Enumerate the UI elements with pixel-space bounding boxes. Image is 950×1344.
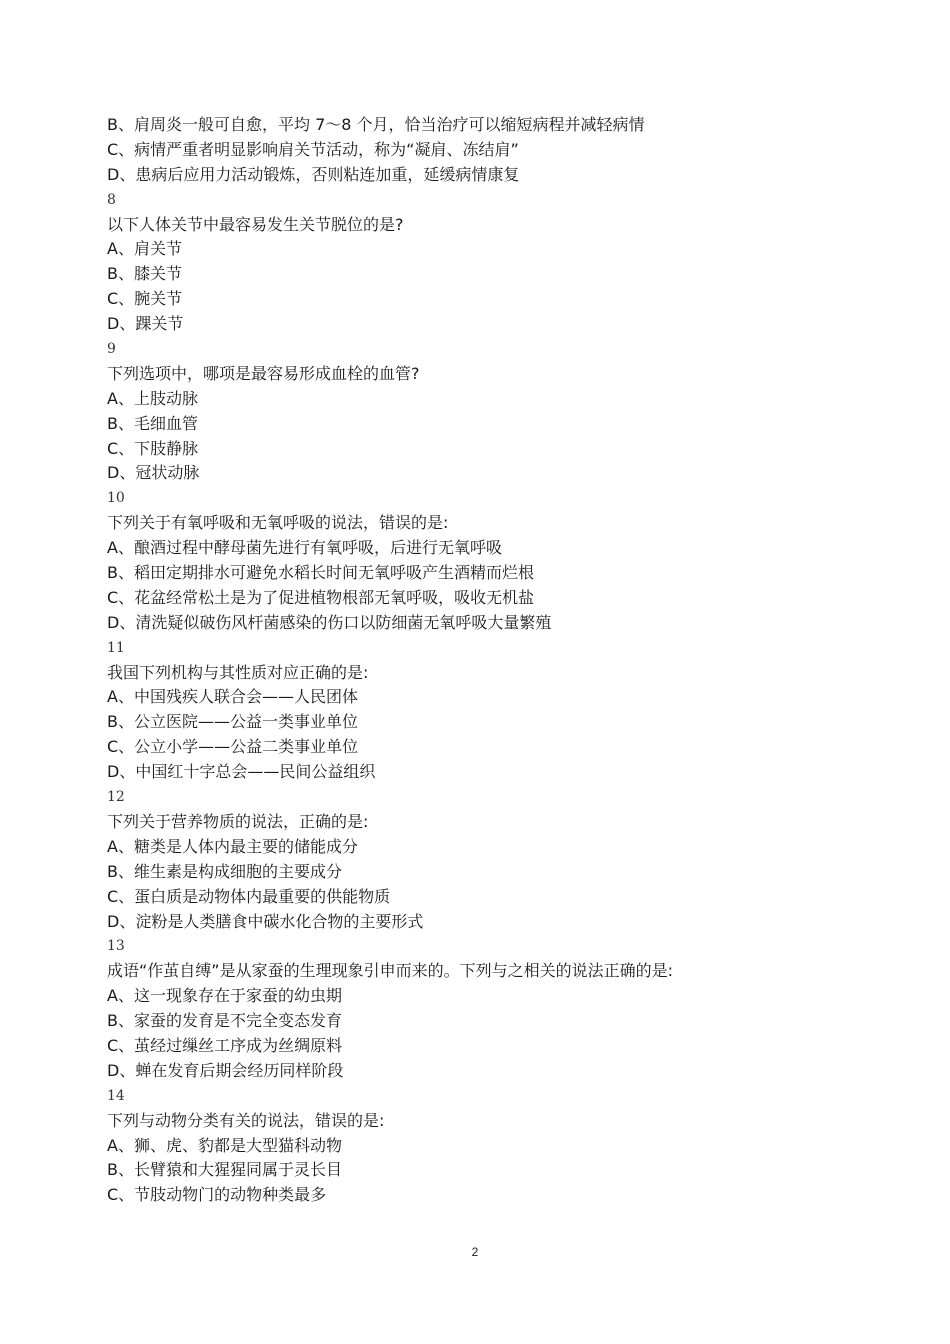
question-text: 我国下列机构与其性质对应正确的是: bbox=[107, 662, 369, 682]
option-line: D、患病后应用力活动锻炼，否则粘连加重，延缓病情康复 bbox=[107, 164, 520, 184]
option-line: B、毛细血管 bbox=[107, 413, 198, 433]
option-line: B、膝关节 bbox=[107, 264, 182, 284]
question-number: 8 bbox=[107, 191, 116, 208]
option-line: B、家蚕的发育是不完全变态发育 bbox=[107, 1011, 342, 1031]
question-number: 9 bbox=[107, 341, 116, 358]
question-text: 成语“作茧自缚”是从家蚕的生理现象引申而来的。下列与之相关的说法正确的是: bbox=[107, 961, 673, 981]
option-line: B、稻田定期排水可避免水稻长时间无氧呼吸产生酒精而烂根 bbox=[107, 563, 534, 583]
option-line: B、长臂猿和大猩猩同属于灵长目 bbox=[107, 1160, 342, 1180]
option-line: C、病情严重者明显影响肩关节活动，称为“凝肩、冻结肩” bbox=[107, 139, 519, 159]
option-line: D、淀粉是人类膳食中碳水化合物的主要形式 bbox=[107, 911, 424, 931]
option-line: D、踝关节 bbox=[107, 314, 184, 334]
question-text: 下列关于营养物质的说法，正确的是: bbox=[107, 811, 369, 831]
option-line: C、下肢静脉 bbox=[107, 438, 199, 458]
option-line: A、中国残疾人联合会——人民团体 bbox=[107, 687, 358, 707]
option-line: D、清洗疑似破伤风杆菌感染的伤口以防细菌无氧呼吸大量繁殖 bbox=[107, 612, 552, 632]
page-number: 2 bbox=[471, 1245, 479, 1259]
question-text: 以下人体关节中最容易发生关节脱位的是? bbox=[107, 214, 404, 234]
question-text: 下列与动物分类有关的说法，错误的是: bbox=[107, 1110, 385, 1130]
question-text: 下列关于有氧呼吸和无氧呼吸的说法，错误的是: bbox=[107, 513, 449, 533]
question-number: 14 bbox=[107, 1087, 125, 1104]
question-number: 13 bbox=[107, 938, 125, 955]
option-line: A、肩关节 bbox=[107, 239, 182, 259]
question-text: 下列选项中，哪项是最容易形成血栓的血管? bbox=[107, 363, 420, 383]
question-number: 10 bbox=[107, 490, 125, 507]
option-line: B、肩周炎一般可自愈，平均 7～8 个月，恰当治疗可以缩短病程并减轻病情 bbox=[107, 115, 645, 134]
option-line: C、茧经过缫丝工序成为丝绸原料 bbox=[107, 1035, 343, 1055]
option-line: A、酿酒过程中酵母菌先进行有氧呼吸，后进行无氧呼吸 bbox=[107, 538, 502, 558]
option-line: B、公立医院——公益一类事业单位 bbox=[107, 712, 358, 732]
option-line: C、节肢动物门的动物种类最多 bbox=[107, 1185, 327, 1205]
question-number: 11 bbox=[107, 639, 125, 656]
option-line: C、花盆经常松土是为了促进植物根部无氧呼吸，吸收无机盐 bbox=[107, 587, 535, 607]
option-line: A、狮、虎、豹都是大型猫科动物 bbox=[107, 1135, 342, 1155]
option-line: C、公立小学——公益二类事业单位 bbox=[107, 737, 359, 757]
document-body bbox=[107, 113, 887, 1208]
option-line: D、冠状动脉 bbox=[107, 463, 200, 483]
option-line: C、腕关节 bbox=[107, 289, 183, 309]
option-line: A、糖类是人体内最主要的储能成分 bbox=[107, 836, 358, 856]
option-line: A、这一现象存在于家蚕的幼虫期 bbox=[107, 986, 342, 1006]
option-line: C、蛋白质是动物体内最重要的供能物质 bbox=[107, 886, 391, 906]
option-line: D、蝉在发育后期会经历同样阶段 bbox=[107, 1060, 344, 1080]
option-line: A、上肢动脉 bbox=[107, 388, 198, 408]
question-number: 12 bbox=[107, 789, 125, 806]
option-line: D、中国红十字总会——民间公益组织 bbox=[107, 762, 376, 782]
option-line: B、维生素是构成细胞的主要成分 bbox=[107, 861, 342, 881]
